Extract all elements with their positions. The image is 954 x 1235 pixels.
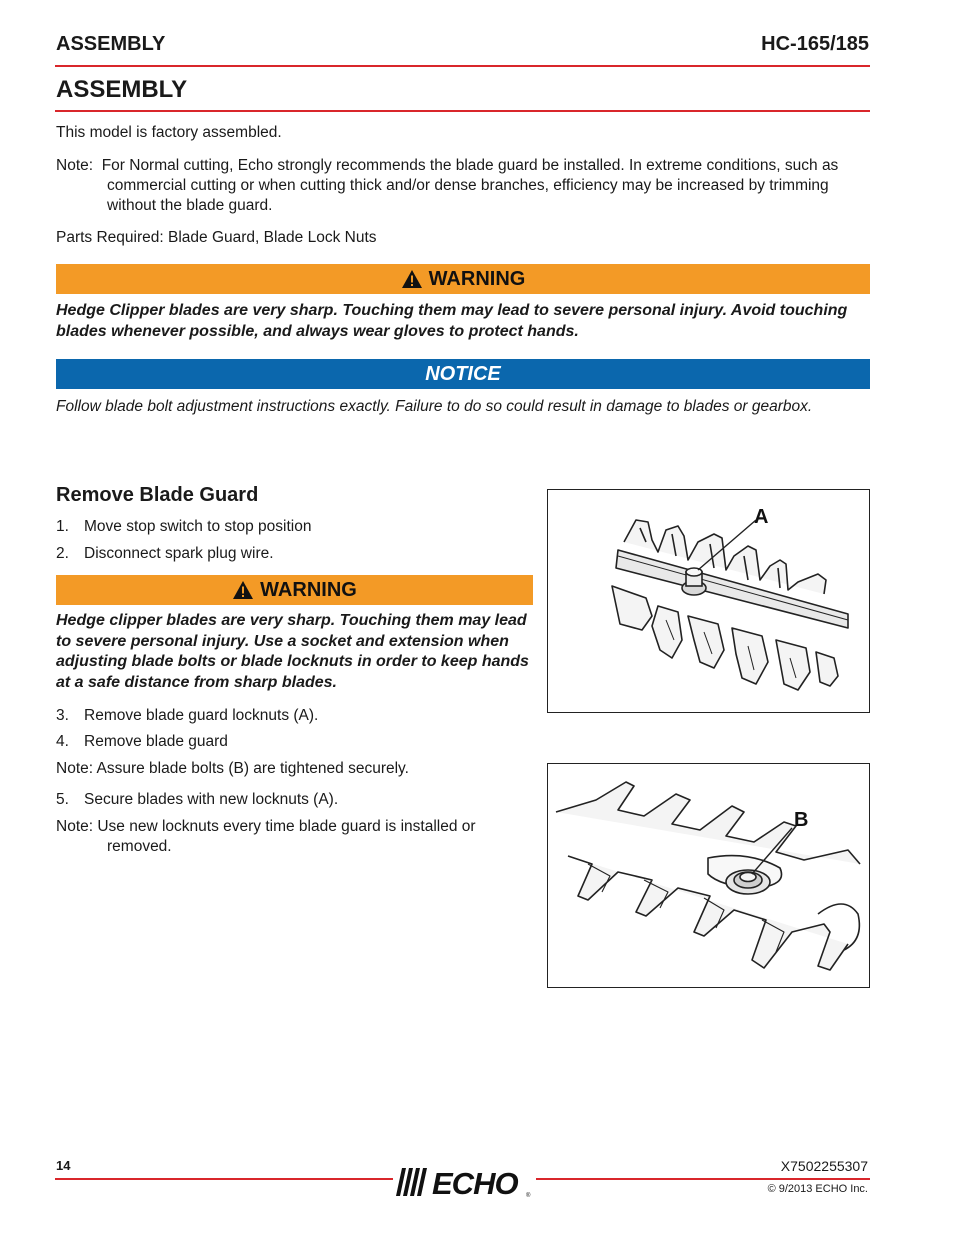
running-header-model: HC-165/185 [761, 33, 869, 55]
warning-text: Hedge clipper blades are very sharp. Touching them may lead to severe personal injury. Use a socket and extension when adjusting blade bolts or blade locknuts in order to keep hands at a safe distance from sharp blades. [56, 612, 529, 691]
hedge-blade-bolt-illustration [548, 764, 868, 986]
warning-label: WARNING [428, 267, 526, 290]
intro-text: This model is factory assembled. [56, 124, 282, 141]
figure-blade-bolt [547, 763, 870, 988]
warning-label: WARNING [260, 578, 357, 601]
notice-banner [56, 359, 870, 389]
warning-triangle-icon [401, 269, 423, 289]
step-number: 2. [56, 545, 69, 562]
echo-logo-icon [396, 1162, 536, 1200]
list-item [56, 544, 274, 564]
header-rule [55, 65, 870, 67]
step-number: 5. [56, 791, 69, 808]
step-text: Remove blade guard locknuts (A). [84, 707, 319, 724]
step-text: Disconnect spark plug wire. [84, 545, 274, 562]
logo-wordmark: ECHO [432, 1166, 518, 1200]
copyright: © 9/2013 ECHO Inc. [767, 1183, 868, 1195]
page-title: ASSEMBLY [56, 76, 188, 103]
figure-label-b: B [794, 809, 809, 831]
section-title: Remove Blade Guard [56, 484, 259, 506]
step-number: 4. [56, 733, 69, 750]
list-item [56, 517, 311, 537]
note-label: Note: [56, 157, 94, 174]
footer-rule-right [536, 1178, 870, 1180]
step-text: Remove blade guard [84, 733, 228, 750]
warning-banner [56, 575, 533, 605]
step-number: 3. [56, 707, 69, 724]
warning-text: Hedge Clipper blades are very sharp. Touching them may lead to severe personal injury. Avoid touching blades whenever possible, and always wear gloves to protect hands. [56, 302, 848, 340]
notice-label: NOTICE [425, 362, 501, 385]
document-number: X7502255307 [780, 1158, 868, 1174]
step-text: Move stop switch to stop position [84, 518, 312, 535]
step-number: 1. [56, 518, 69, 535]
echo-logo [396, 1162, 536, 1200]
notice-text: Follow blade bolt adjustment instructions exactly. Failure to do so could result in damage to blades or gearbox. [56, 398, 813, 415]
page-number: 14 [56, 1158, 71, 1173]
figure-blade-guard-locknut [547, 489, 870, 713]
list-item [56, 706, 318, 726]
list-item [56, 790, 338, 810]
note-locknuts: Note: Use new locknuts every time blade guard is installed or removed. [56, 818, 476, 855]
parts-required: Parts Required: Blade Guard, Blade Lock Nuts [56, 229, 377, 246]
list-item [56, 732, 228, 752]
warning-banner [56, 264, 870, 294]
warning-triangle-icon [232, 580, 254, 600]
note-bolts: Note: Assure blade bolts (B) are tightened securely. [56, 760, 409, 777]
svg-text:®: ® [526, 1193, 531, 1199]
title-rule [55, 110, 870, 112]
note-text: For Normal cutting, Echo strongly recommends the blade guard be installed. In extreme conditions, such as commercial cutting or when cutting thick and/or dense branches, efficiency may be increased by trimming without the blade guard. [101, 157, 839, 214]
note-blade-guard [56, 156, 868, 216]
running-header-section: ASSEMBLY [56, 33, 166, 55]
step-text: Secure blades with new locknuts (A). [84, 791, 339, 808]
figure-label-a: A [754, 506, 769, 528]
hedge-blade-illustration [548, 490, 868, 711]
footer-rule-left [55, 1178, 393, 1180]
